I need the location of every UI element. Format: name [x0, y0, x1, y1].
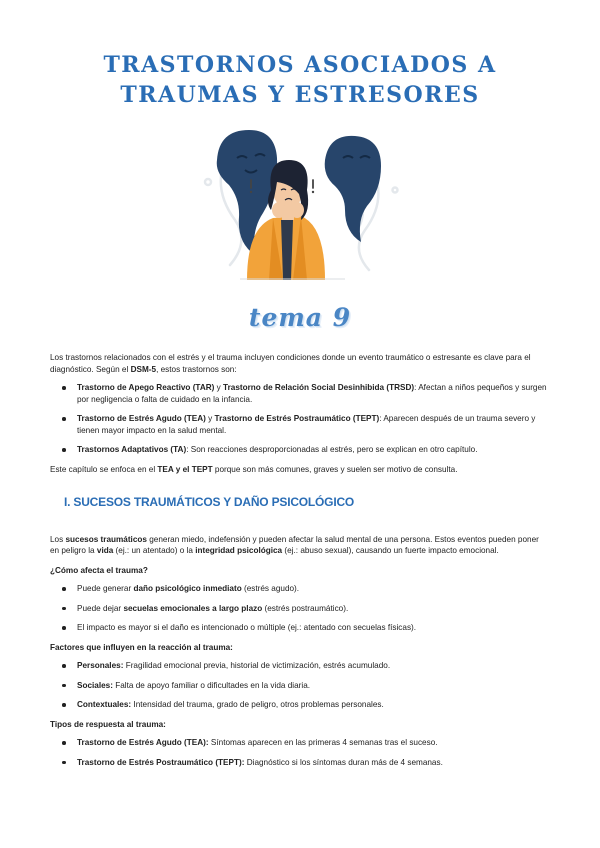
section-heading: I. SUCESOS TRAUMÁTICOS Y DAÑO PSICOLÓGICO — [64, 495, 355, 509]
list-item: Puede generar daño psicológico inmediato (estrés agudo). — [50, 583, 550, 595]
list-item: El impacto es mayor si el daño es intencionado o múltiple (ej.: atentado con secuelas físicas). — [50, 622, 550, 634]
list-item: Trastorno de Apego Reactivo (TAR) y Trastorno de Relación Social Desinhibida (TRSD): Afectan a niños pequeños y surgen por negligencia o falta de cuidado en la infancia. — [50, 382, 550, 405]
title-line-2: TRAUMAS Y ESTRESORES — [120, 82, 480, 108]
list-item: Personales: Fragilidad emocional previa, historial de victimización, estrés acumulado. — [50, 660, 550, 672]
document-body — [50, 352, 550, 768]
subheading-factors: Factores que influyen en la reacción al trauma: — [50, 642, 233, 652]
topic-number: tema 9 — [248, 303, 352, 332]
list-item: Trastorno de Estrés Agudo (TEA): Síntomas aparecen en las primeras 4 semanas tras el suceso. — [50, 737, 550, 749]
list-item: Trastornos Adaptativos (TA): Son reacciones desproporcionadas al estrés, pero se explican en otro capítulo. — [50, 444, 550, 456]
focus-paragraph: Este capítulo se enfoca en el TEA y el TEPT porque son más comunes, graves y suelen ser motivo de consulta. — [50, 464, 458, 474]
document-title — [0, 50, 600, 110]
list-item: Trastorno de Estrés Agudo (TEA) y Trastorno de Estrés Postraumático (TEPT): Aparecen después de un trauma severo y tienen mayor impacto en la salud mental. — [50, 413, 550, 436]
effects-list — [50, 583, 550, 634]
title-line-1: TRASTORNOS ASOCIADOS A — [103, 52, 497, 78]
subheading-effects: ¿Cómo afecta el trauma? — [50, 565, 148, 575]
factors-list — [50, 660, 550, 711]
intro-paragraph: Los trastornos relacionados con el estrés y el trauma incluyen condiciones donde un evento traumático o estresante es clave para el diagnóstico. Según el DSM-5, estos trastornos son: — [50, 353, 531, 374]
subheading-responses: Tipos de respuesta al trauma: — [50, 719, 166, 729]
list-item: Sociales: Falta de apoyo familiar o dificultades en la vida diaria. — [50, 680, 550, 692]
anxious-woman-with-ghosts-illustration — [185, 120, 415, 280]
list-item: Puede dejar secuelas emocionales a largo plazo (estrés postraumático). — [50, 603, 550, 615]
disorders-list — [50, 382, 550, 456]
list-item: Contextuales: Intensidad del trauma, grado de peligro, otros problemas personales. — [50, 699, 550, 711]
responses-list — [50, 737, 550, 768]
list-item: Trastorno de Estrés Postraumático (TEPT): Diagnóstico si los síntomas duran más de 4 semanas. — [50, 757, 550, 769]
section-intro-paragraph: Los sucesos traumáticos generan miedo, indefensión y pueden afectar la salud mental de una persona. Estos eventos pueden poner en peligro la vida (ej.: un atentado) o la integridad psicológica (ej.: abuso sexual), causando un fuerte impacto emocional. — [50, 534, 539, 555]
